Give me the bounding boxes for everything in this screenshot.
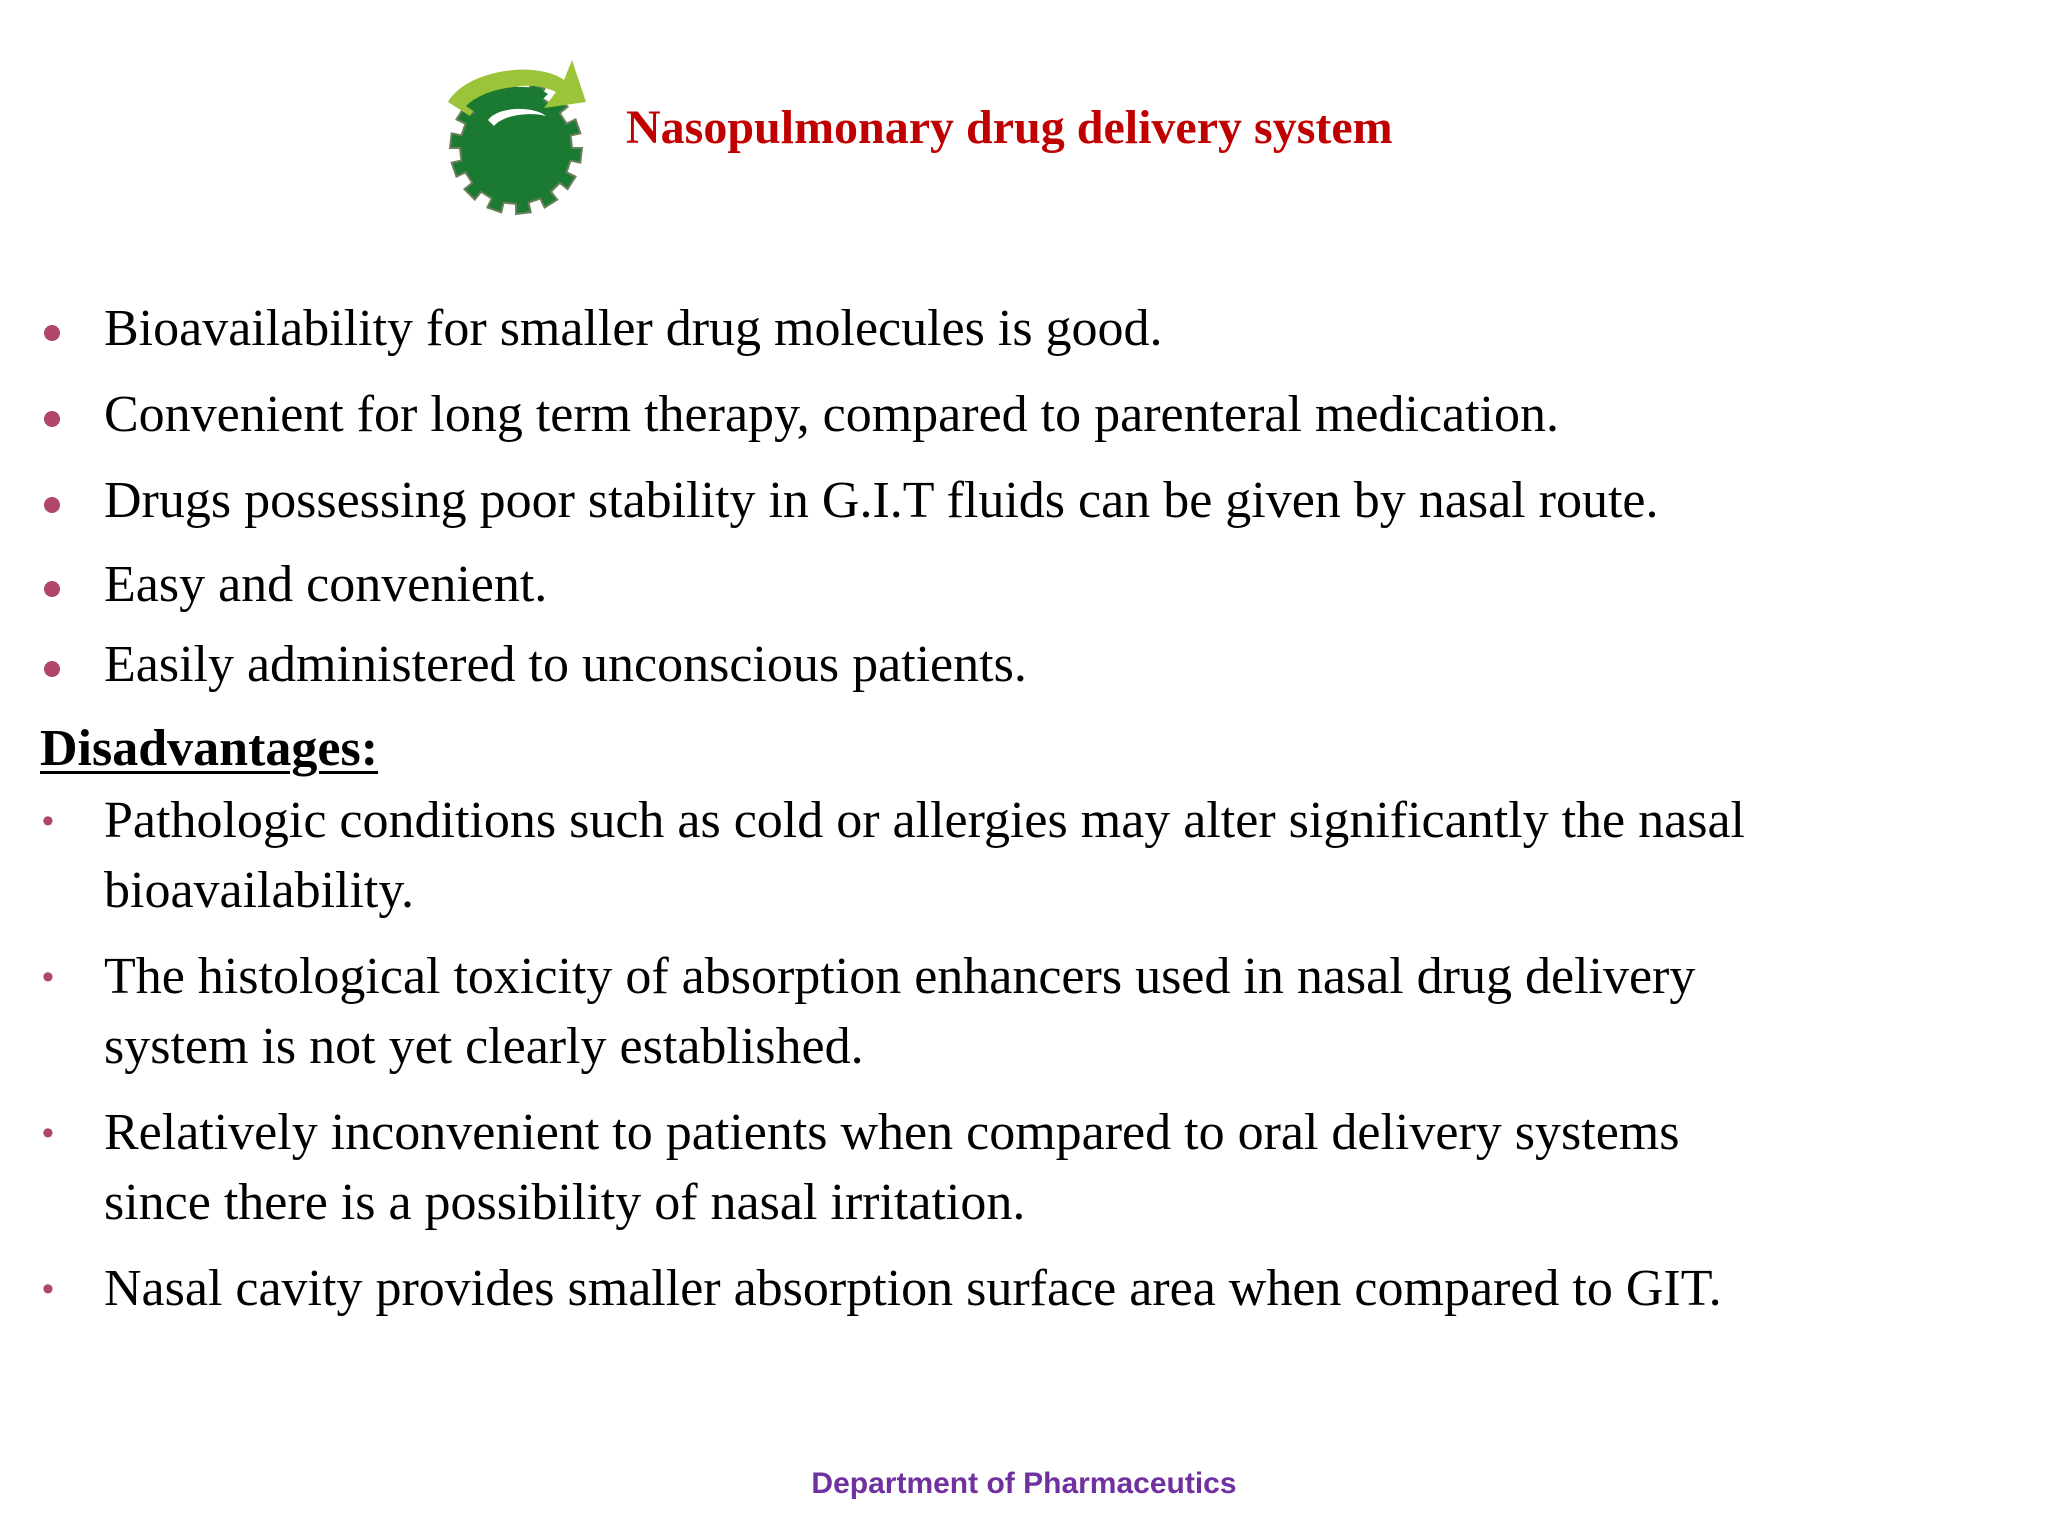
disadvantage-text-line: The histological toxicity of absorption enhancers used in nasal drug delivery: [104, 948, 1696, 1005]
bullet-dot-icon: [44, 411, 60, 427]
bullet-icon: •: [42, 802, 54, 840]
advantage-text: Easily administered to unconscious patients.: [104, 636, 1027, 693]
bullet-dot-icon: [44, 581, 60, 597]
slide-title: Nasopulmonary drug delivery system: [626, 101, 1393, 154]
disadvantages-heading: Disadvantages:: [40, 720, 379, 777]
gear-with-arrow-logo: [436, 50, 596, 220]
disadvantage-text-line: Pathologic conditions such as cold or allergies may alter significantly the nasal: [104, 792, 1745, 849]
bullet-dot-icon: [44, 497, 60, 513]
footer-department: Department of Pharmaceutics: [811, 1467, 1237, 1500]
bullet-icon: •: [42, 1114, 54, 1152]
disadvantage-text-line: bioavailability.: [104, 862, 414, 919]
advantage-text: Bioavailability for smaller drug molecules is good.: [104, 300, 1163, 357]
disadvantage-text-line: since there is a possibility of nasal irritation.: [104, 1174, 1026, 1231]
disadvantage-text-line: system is not yet clearly established.: [104, 1018, 864, 1075]
disadvantage-text-line: Nasal cavity provides smaller absorption surface area when compared to GIT.: [104, 1260, 1722, 1317]
advantage-text: Convenient for long term therapy, compared to parenteral medication.: [104, 386, 1559, 443]
bullet-dot-icon: [44, 661, 60, 677]
disadvantage-text-line: Relatively inconvenient to patients when compared to oral delivery systems: [104, 1104, 1680, 1161]
advantage-text: Easy and convenient.: [104, 556, 548, 613]
advantage-text: Drugs possessing poor stability in G.I.T fluids can be given by nasal route.: [104, 472, 1659, 529]
bullet-icon: •: [42, 958, 54, 996]
bullet-dot-icon: [44, 325, 60, 341]
bullet-icon: •: [42, 1270, 54, 1308]
